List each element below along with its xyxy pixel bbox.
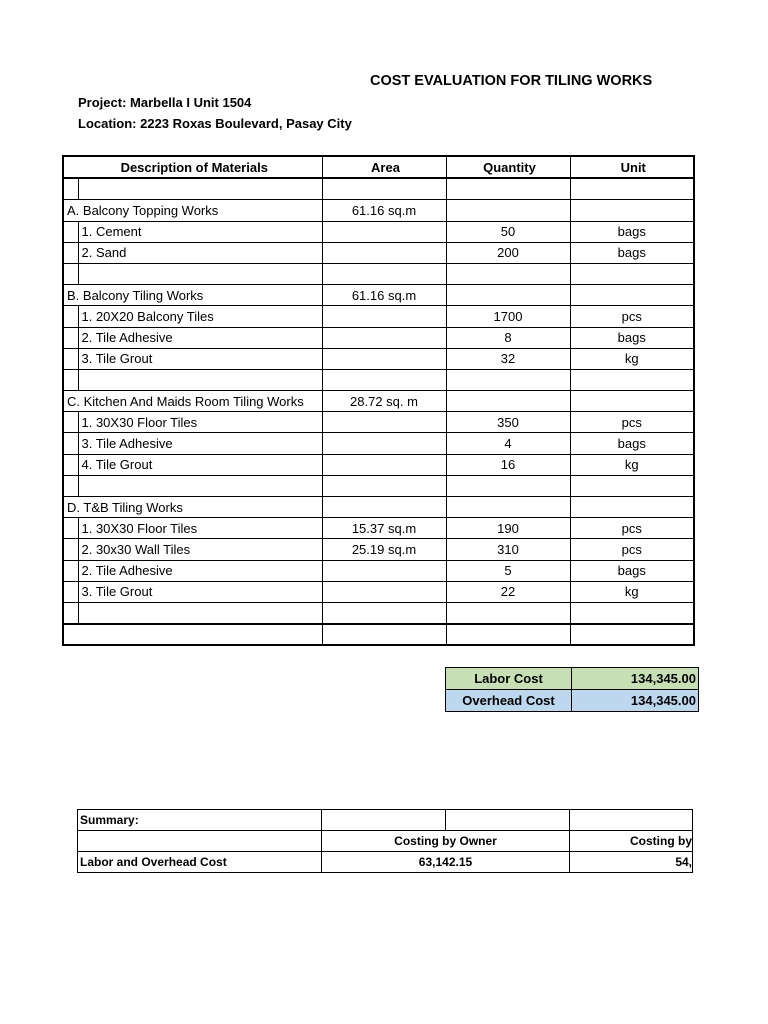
area-cell: 25.19 sq.m	[322, 539, 446, 560]
indent-cell	[63, 433, 78, 454]
table-row	[63, 454, 694, 475]
quantity-cell: 32	[446, 348, 570, 369]
table-row	[63, 306, 694, 327]
table-row	[63, 369, 694, 390]
summary-owner-value: 63,142.15	[322, 852, 570, 873]
quantity-cell	[446, 369, 570, 390]
indent-cell	[63, 539, 78, 560]
materials-table	[62, 155, 695, 646]
quantity-cell: 4	[446, 433, 570, 454]
quantity-cell	[446, 285, 570, 306]
header-quantity: Quantity	[446, 156, 570, 178]
area-cell	[322, 581, 446, 602]
summary-empty-cell	[78, 831, 322, 852]
quantity-cell	[446, 178, 570, 200]
quantity-cell	[446, 497, 570, 518]
unit-cell	[570, 285, 694, 306]
summary-table	[77, 809, 693, 873]
document-title: COST EVALUATION FOR TILING WORKS	[370, 73, 653, 89]
quantity-cell: 310	[446, 539, 570, 560]
area-cell	[322, 221, 446, 242]
table-row	[63, 412, 694, 433]
indent-cell	[63, 348, 78, 369]
indent-cell	[63, 369, 78, 390]
table-row	[63, 475, 694, 496]
table-row	[63, 242, 694, 263]
quantity-cell: 350	[446, 412, 570, 433]
indent-cell	[63, 412, 78, 433]
section-title: D. T&B Tiling Works	[63, 497, 322, 518]
empty-cell	[78, 369, 322, 390]
unit-cell	[570, 602, 694, 624]
table-footer-row	[63, 624, 694, 645]
quantity-cell: 190	[446, 518, 570, 539]
material-description: 2. 30x30 Wall Tiles	[78, 539, 322, 560]
summary-col-owner: Costing by Owner	[322, 831, 570, 852]
section-title: C. Kitchen And Maids Room Tiling Works	[63, 391, 322, 412]
material-description: 3. Tile Grout	[78, 581, 322, 602]
quantity-cell: 5	[446, 560, 570, 581]
indent-cell	[63, 475, 78, 496]
area-cell	[322, 327, 446, 348]
unit-cell: pcs	[570, 306, 694, 327]
unit-cell: bags	[570, 560, 694, 581]
project-line: Project: Marbella I Unit 1504	[78, 95, 252, 110]
table-row	[63, 221, 694, 242]
indent-cell	[63, 518, 78, 539]
unit-cell	[570, 475, 694, 496]
header-area: Area	[322, 156, 446, 178]
quantity-cell	[446, 263, 570, 284]
table-row	[63, 560, 694, 581]
empty-cell	[446, 624, 570, 645]
summary-row-label: Labor and Overhead Cost	[78, 852, 322, 873]
labor-cost-row	[446, 668, 699, 690]
labor-cost-label: Labor Cost	[446, 668, 572, 690]
quantity-cell: 200	[446, 242, 570, 263]
quantity-cell	[446, 475, 570, 496]
table-row	[63, 178, 694, 200]
table-row	[63, 581, 694, 602]
labor-cost-value: 134,345.00	[572, 668, 699, 690]
unit-cell: pcs	[570, 518, 694, 539]
overhead-cost-label: Overhead Cost	[446, 690, 572, 712]
quantity-cell: 50	[446, 221, 570, 242]
material-description: 1. 30X30 Floor Tiles	[78, 412, 322, 433]
section-title: B. Balcony Tiling Works	[63, 285, 322, 306]
table-header-row	[63, 156, 694, 178]
indent-cell	[63, 602, 78, 624]
empty-cell	[78, 263, 322, 284]
area-cell	[322, 178, 446, 200]
area-cell	[322, 454, 446, 475]
indent-cell	[63, 263, 78, 284]
unit-cell	[570, 263, 694, 284]
unit-cell: kg	[570, 454, 694, 475]
unit-cell: pcs	[570, 539, 694, 560]
quantity-cell: 22	[446, 581, 570, 602]
area-cell	[322, 242, 446, 263]
unit-cell	[570, 178, 694, 200]
quantity-cell	[446, 200, 570, 221]
section-title: A. Balcony Topping Works	[63, 200, 322, 221]
indent-cell	[63, 327, 78, 348]
unit-cell: bags	[570, 433, 694, 454]
empty-cell	[322, 624, 446, 645]
unit-cell	[570, 391, 694, 412]
indent-cell	[63, 581, 78, 602]
material-description: 2. Tile Adhesive	[78, 560, 322, 581]
material-description: 4. Tile Grout	[78, 454, 322, 475]
empty-cell	[570, 624, 694, 645]
summary-col-other: Costing by	[570, 831, 693, 852]
material-description: 1. Cement	[78, 221, 322, 242]
indent-cell	[63, 221, 78, 242]
header-unit: Unit	[570, 156, 694, 178]
table-row	[63, 285, 694, 306]
area-cell	[322, 602, 446, 624]
table-row	[63, 433, 694, 454]
unit-cell: kg	[570, 581, 694, 602]
unit-cell: bags	[570, 327, 694, 348]
table-row	[63, 263, 694, 284]
unit-cell: bags	[570, 242, 694, 263]
quantity-cell: 8	[446, 327, 570, 348]
area-cell	[322, 348, 446, 369]
area-cell	[322, 369, 446, 390]
indent-cell	[63, 306, 78, 327]
empty-cell	[78, 475, 322, 496]
quantity-cell	[446, 391, 570, 412]
empty-cell	[78, 602, 322, 624]
summary-data-row	[78, 852, 693, 873]
summary-label: Summary:	[78, 810, 322, 831]
overhead-cost-row	[446, 690, 699, 712]
unit-cell: bags	[570, 221, 694, 242]
indent-cell	[63, 454, 78, 475]
area-cell	[322, 412, 446, 433]
indent-cell	[63, 178, 78, 200]
unit-cell: pcs	[570, 412, 694, 433]
empty-cell	[78, 178, 322, 200]
area-cell: 15.37 sq.m	[322, 518, 446, 539]
cost-box	[445, 667, 699, 712]
summary-empty-cell	[322, 810, 446, 831]
material-description: 1. 20X20 Balcony Tiles	[78, 306, 322, 327]
table-row	[63, 539, 694, 560]
unit-cell	[570, 369, 694, 390]
table-row	[63, 327, 694, 348]
quantity-cell: 1700	[446, 306, 570, 327]
location-line: Location: 2223 Roxas Boulevard, Pasay City	[78, 116, 352, 131]
summary-title-row	[78, 810, 693, 831]
indent-cell	[63, 242, 78, 263]
summary-empty-cell	[570, 810, 693, 831]
unit-cell	[570, 497, 694, 518]
quantity-cell	[446, 602, 570, 624]
area-cell: 61.16 sq.m	[322, 200, 446, 221]
unit-cell	[570, 200, 694, 221]
table-row	[63, 518, 694, 539]
area-cell: 61.16 sq.m	[322, 285, 446, 306]
material-description: 2. Tile Adhesive	[78, 327, 322, 348]
area-cell	[322, 433, 446, 454]
area-cell	[322, 560, 446, 581]
overhead-cost-value: 134,345.00	[572, 690, 699, 712]
indent-cell	[63, 560, 78, 581]
area-cell	[322, 497, 446, 518]
table-row	[63, 602, 694, 624]
table-row	[63, 497, 694, 518]
area-cell	[322, 263, 446, 284]
material-description: 1. 30X30 Floor Tiles	[78, 518, 322, 539]
quantity-cell: 16	[446, 454, 570, 475]
material-description: 3. Tile Grout	[78, 348, 322, 369]
unit-cell: kg	[570, 348, 694, 369]
material-description: 2. Sand	[78, 242, 322, 263]
empty-cell	[63, 624, 322, 645]
summary-other-value: 54,	[570, 852, 693, 873]
table-row	[63, 200, 694, 221]
table-row	[63, 391, 694, 412]
header-description: Description of Materials	[63, 156, 322, 178]
material-description: 3. Tile Adhesive	[78, 433, 322, 454]
area-cell: 28.72 sq. m	[322, 391, 446, 412]
summary-empty-cell	[446, 810, 570, 831]
area-cell	[322, 475, 446, 496]
area-cell	[322, 306, 446, 327]
summary-header-row	[78, 831, 693, 852]
table-row	[63, 348, 694, 369]
